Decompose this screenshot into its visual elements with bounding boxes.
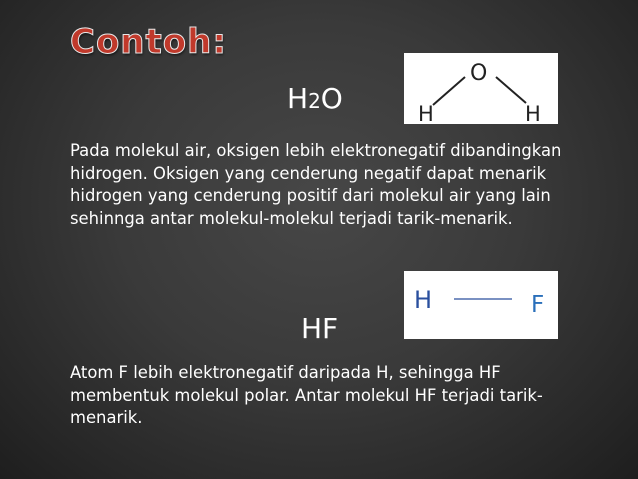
water-formula-o: O — [320, 82, 343, 115]
water-left-hydrogen-label: H — [418, 102, 434, 124]
hf-formula: HF — [301, 312, 339, 345]
water-oxygen-label: O — [470, 61, 488, 86]
water-formula-subscript: 2 — [308, 89, 321, 113]
water-formula-h: H — [287, 82, 309, 115]
water-right-bond — [496, 77, 526, 103]
water-formula — [287, 82, 343, 115]
hf-molecule-diagram — [404, 271, 558, 339]
water-description: Pada molekul air, oksigen lebih elektronegatif dibandingkan hidrogen. Oksigen yang cenderung negatif dapat menarik hidrogen yang cenderung positif dari molekul air yang lain sehinnga antar molekul-molekul terjadi tarik-menarik. — [70, 141, 562, 228]
water-left-bond — [433, 77, 465, 105]
slide-title: Contoh: — [70, 22, 227, 62]
hf-description: Atom F lebih elektronegatif daripada H, sehingga HF membentuk molekul polar. Antar molekul HF terjadi tarik-menarik. — [70, 363, 543, 427]
hf-fluorine-label: F — [531, 292, 545, 318]
water-right-hydrogen-label: H — [525, 102, 541, 124]
water-molecule-diagram — [404, 53, 558, 124]
hf-hydrogen-label: H — [414, 286, 433, 314]
